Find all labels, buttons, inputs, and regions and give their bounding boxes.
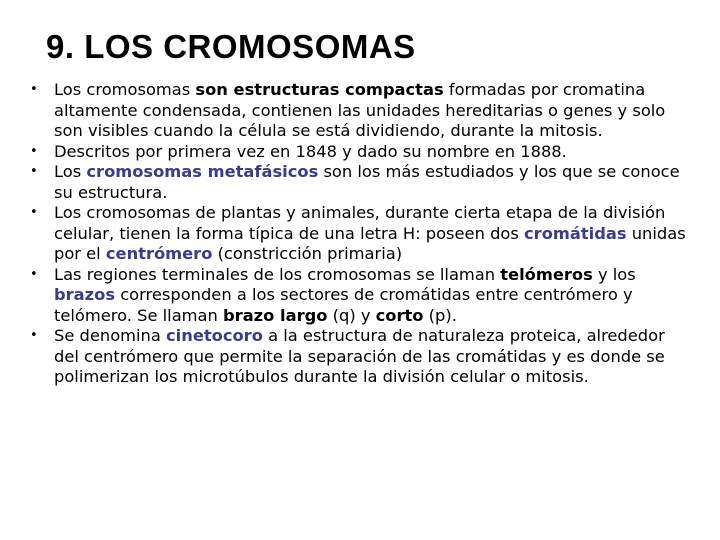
bullet-text: unidas por el [54,223,686,263]
bold-term: telómeros [500,264,593,284]
bullet-text: son los más estudiados y los que se conoce su estructura. [54,162,680,202]
bold-term: son estructuras compactas [195,80,444,99]
bullet-text: a la estructura de naturaleza proteica, alrededor del centrómero que permite la separación de las cromátidas y es donde se polimerizan los microtúbulos durante la división celular o mitosis. [54,326,665,386]
bullet-text: Los cromosomas [54,80,196,99]
highlighted-term: centrómero [105,244,213,263]
bullet-item [30,265,690,327]
bullet-text: Las regiones terminales de los cromosomas se llaman [54,264,501,284]
highlighted-term: brazos [54,285,116,304]
bullet-text: (q) y [327,305,376,325]
bullet-list [30,80,690,388]
bold-term: corto [375,305,424,325]
bullet-item [30,203,690,265]
bullet-text: Los [54,162,87,181]
highlighted-term: cromátidas [524,223,627,243]
bullet-dot-icon: • [30,143,38,159]
bullet-text: Se denomina [54,326,167,345]
bullet-item [30,142,690,163]
bullet-text: Descritos por primera vez en 1848 y dado su nombre en 1888. [54,141,567,161]
bullet-item [30,162,690,203]
bullet-dot-icon: • [30,205,38,220]
bullet-text: Los cromosomas de plantas y animales, durante cierta etapa de la división celular, tienen la forma típica de una letra H: poseen dos [54,203,666,243]
bold-term: brazo largo [223,305,328,325]
bullet-text: formadas por cromatina altamente condensada, contienen las unidades hereditarias o genes y solo son visibles cuando la célula se está dividiendo, durante la mitosis. [54,80,666,140]
bullet-dot-icon: • [30,266,38,282]
bullet-text: (p). [423,305,457,325]
highlighted-term: cinetocoro [166,326,263,345]
bullet-text: (constricción primaria) [212,244,403,263]
bullet-item [30,326,690,388]
bullet-text: corresponden a los sectores de cromátidas entre centrómero y telómero. Se llaman [54,285,633,325]
bullet-dot-icon: • [30,328,38,343]
bullet-dot-icon: • [30,82,38,97]
highlighted-term: cromosomas metafásicos [86,162,319,181]
bullet-text: y los [592,264,636,284]
bullet-item [30,80,690,142]
page-title: 9. LOS CROMOSOMAS [46,28,416,65]
bullet-dot-icon: • [30,164,38,179]
